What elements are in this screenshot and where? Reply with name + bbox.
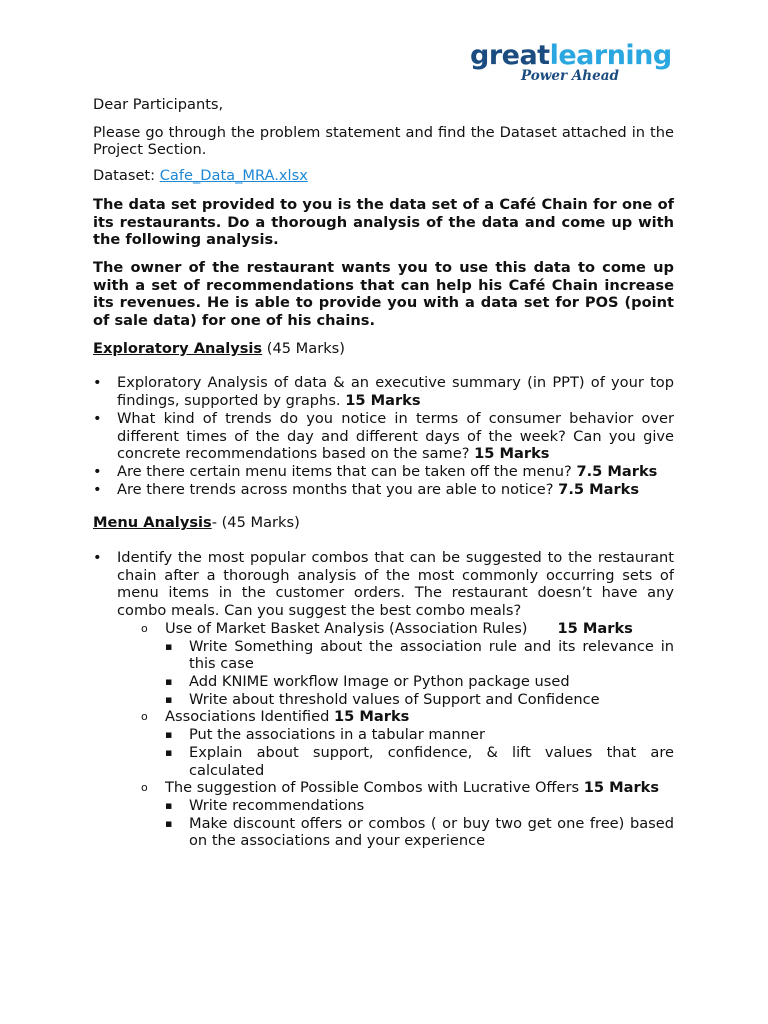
menu-sublist xyxy=(141,620,674,850)
document-body xyxy=(93,96,674,850)
intro-paragraph: Please go through the problem statement and find the Dataset attached in the Project Section. xyxy=(93,123,674,159)
menu-marks: - (45 Marks) xyxy=(211,514,300,532)
sub-item: o The suggestion of Possible Combos with Lucrative Offers 15 Marks ▪ Write recommendations ▪ Make discount offers or combos ( or buy two get one free) based on the associations and your experience xyxy=(141,779,674,850)
sub-points xyxy=(165,726,674,779)
exploratory-list xyxy=(93,374,674,498)
exploratory-heading xyxy=(93,340,674,358)
logo-tagline: Power Ahead xyxy=(521,68,619,84)
dataset-line xyxy=(93,167,674,185)
sub-point: ▪ Put the associations in a tabular manner xyxy=(165,726,674,744)
greatlearning-logo xyxy=(470,40,680,90)
sub-points xyxy=(165,797,674,850)
logo-wordmark: greatlearning xyxy=(470,40,672,71)
sub-point: ▪ Write Something about the association rule and its relevance in this case xyxy=(165,638,674,673)
sub-item: o Associations Identified 15 Marks ▪ Put the associations in a tabular manner ▪ Explain about support, confidence, & lift values that are calculated xyxy=(141,708,674,779)
sub-point: ▪ Explain about support, confidence, & lift values that are calculated xyxy=(165,744,674,779)
owner-paragraph: The owner of the restaurant wants you to use this data to come up with a set of recommendations that can help his Café Chain increase its revenues. He is able to provide you with a data set for POS (point of sale data) for one of his chains. xyxy=(93,258,674,330)
sub-points xyxy=(165,638,674,709)
exploratory-title: Exploratory Analysis xyxy=(93,339,263,357)
exploratory-marks: (45 Marks) xyxy=(262,339,345,357)
sub-point: ▪ Write about threshold values of Support and Confidence xyxy=(165,691,674,709)
sub-item: o Use of Market Basket Analysis (Association Rules) 15 Marks ▪ Write Something about the association rule and its relevance in this case ▪ Add KNIME workflow Image or Python package used ▪ Write about threshold values of Support and Confidence xyxy=(141,620,674,709)
greeting: Dear Participants, xyxy=(93,96,224,113)
menu-title: Menu Analysis xyxy=(93,514,212,532)
sub-point: ▪ Add KNIME workflow Image or Python package used xyxy=(165,673,674,691)
dataset-label: Dataset: xyxy=(93,167,160,185)
list-item: • What kind of trends do you notice in terms of consumer behavior over different times of the day and different days of the week? Can you give concrete recommendations based on the same? 15 Marks xyxy=(93,410,674,463)
sub-point: ▪ Write recommendations xyxy=(165,797,674,815)
list-item: • Exploratory Analysis of data & an executive summary (in PPT) of your top findings, supported by graphs. 15 Marks xyxy=(93,374,674,409)
list-item: • Identify the most popular combos that can be suggested to the restaurant chain after a thorough analysis of the most commonly occurring sets of menu items in the customer orders. The restaurant doesn’t have any combo meals. Can you suggest the best combo meals? o Use of Market Basket Analysis (Association Rules) 15 Marks ▪ Write Something about the association rule and its relevance in this case ▪ Add KNIME workflow Image or Python package used ▪ Write about threshold values of Support and Confidence o Associations Identified 15 Marks ▪ Put the associations in a tabular manner ▪ Explain about support, confidence, & lift values that are calculated o The suggestion of Possible Combos with Lucrative Offers 15 Marks ▪ Write recommendations ▪ Make discount offers or combos ( or buy two get one free) based on the associations and your experience xyxy=(93,549,674,850)
sub-point: ▪ Make discount offers or combos ( or buy two get one free) based on the associations and your experience xyxy=(165,815,674,850)
menu-heading xyxy=(93,514,674,532)
list-item: • Are there certain menu items that can be taken off the menu? 7.5 Marks xyxy=(93,463,674,481)
dataset-link[interactable]: Cafe_Data_MRA.xlsx xyxy=(159,167,308,185)
menu-list xyxy=(93,549,674,850)
list-item: • Are there trends across months that you are able to notice? 7.5 Marks xyxy=(93,481,674,499)
description-paragraph: The data set provided to you is the data set of a Café Chain for one of its restaurants. Do a thorough analysis of the data and come up with the following analysis. xyxy=(93,195,674,249)
